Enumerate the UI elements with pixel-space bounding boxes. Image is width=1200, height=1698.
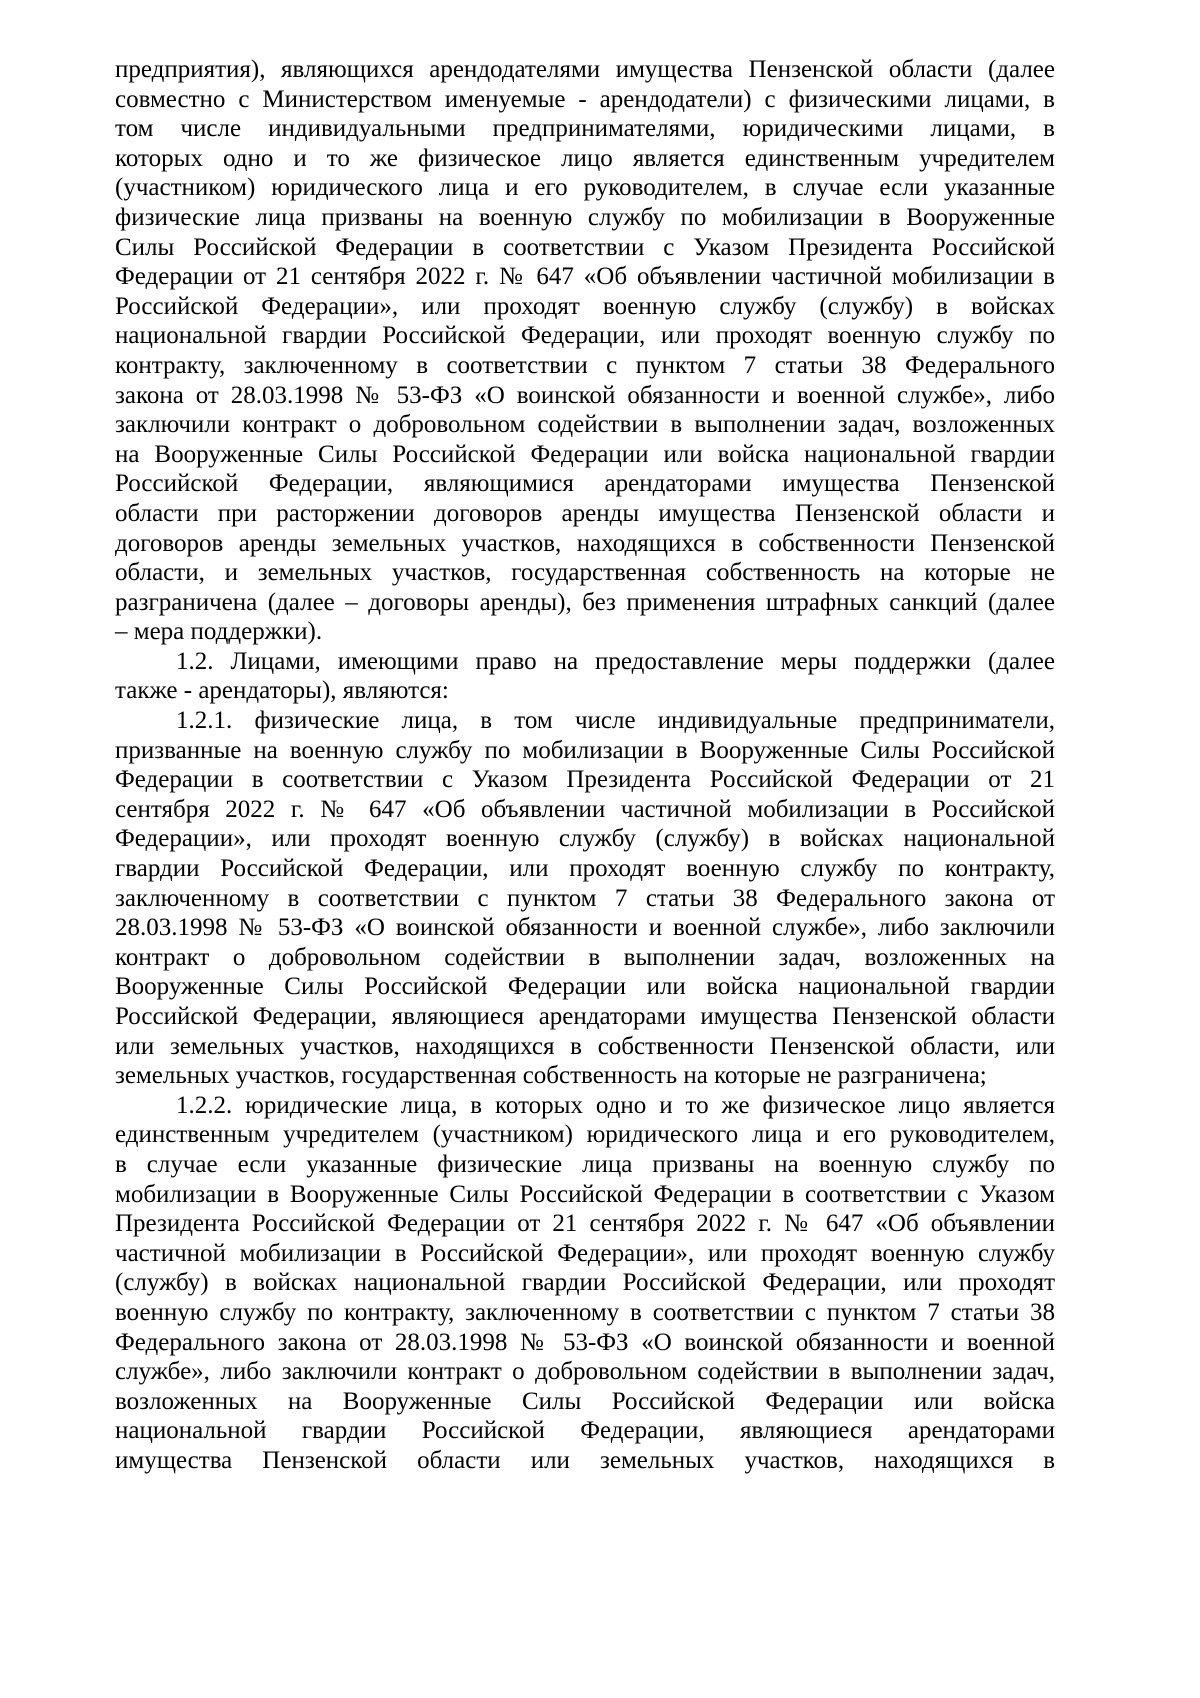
text-line: заключенному в соответствии с пунктом 7 статьи 38 Федерального закона от	[115, 884, 1055, 912]
text-line: которых одно и то же физическое лицо является единственным учредителем	[115, 144, 1055, 172]
text-line: 1.2.1. физические лица, в том числе индивидуальные предприниматели,	[176, 707, 1055, 735]
text-line: или земельных участков, находящихся в собственности Пензенской области, или	[115, 1032, 1055, 1060]
text-line: 1.2. Лицами, имеющими право на предоставление меры поддержки (далее	[176, 647, 1055, 675]
text-line: Российской Федерации, являющимися арендаторами имущества Пензенской	[115, 470, 1055, 498]
text-line: области, и земельных участков, государственная собственность на которые не	[115, 559, 1055, 587]
text-line: разграничена (далее – договоры аренды), без применения штрафных санкций (далее	[115, 588, 1055, 616]
text-line: мобилизации в Вооруженные Силы Российской Федерации в соответствии с Указом	[115, 1180, 1055, 1208]
text-line: 1.2.2. юридические лица, в которых одно и то же физическое лицо является	[176, 1091, 1055, 1119]
text-line: совместно с Министерством именуемые - арендодатели) с физическими лицами, в	[115, 85, 1055, 113]
text-line: Силы Российской Федерации в соответствии с Указом Президента Российской	[115, 233, 1055, 261]
text-line: Российской Федерации, являющиеся арендаторами имущества Пензенской области	[115, 1003, 1055, 1030]
text-line: – мера поддержки).	[115, 618, 323, 646]
text-line: в случае если указанные физические лица призваны на военную службу по	[115, 1150, 1055, 1178]
text-line: Федерального закона от 28.03.1998 № 53-ФЗ «О воинской обязанности и военной	[115, 1328, 1055, 1356]
text-line: частичной мобилизации в Российской Федерации», или проходят военную службу	[115, 1239, 1055, 1267]
text-line: также - арендаторы), являются:	[115, 677, 449, 705]
text-line: службе», либо заключили контракт о добровольном содействии в выполнении задач,	[115, 1358, 1055, 1386]
text-line: единственным учредителем (участником) юридического лица и его руководителем,	[115, 1121, 1055, 1149]
text-line: национальной гвардии Российской Федерации, являющиеся арендаторами	[115, 1417, 1055, 1445]
text-line: на Вооруженные Силы Российской Федерации или войска национальной гвардии	[115, 440, 1055, 468]
text-line: гвардии Российской Федерации, или проходят военную службу по контракту,	[115, 855, 1055, 883]
text-line: физические лица призваны на военную службу по мобилизации в Вооруженные	[115, 203, 1055, 231]
text-line: (службу) в войсках национальной гвардии Российской Федерации, или проходят	[115, 1269, 1055, 1297]
text-line: национальной гвардии Российской Федерации, или проходят военную службу по	[115, 322, 1055, 350]
text-line: возложенных на Вооруженные Силы Российской Федерации или войска	[115, 1387, 1055, 1415]
text-line: Вооруженные Силы Российской Федерации или войска национальной гвардии	[115, 973, 1055, 1001]
text-line: договоров аренды земельных участков, находящихся в собственности Пензенской	[115, 529, 1055, 557]
text-line: (участником) юридического лица и его руководителем, в случае если указанные	[115, 174, 1055, 202]
text-line: контракту, заключенному в соответствии с пунктом 7 статьи 38 Федерального	[115, 351, 1055, 379]
text-line: заключили контракт о добровольном содействии в выполнении задач, возложенных	[115, 411, 1055, 439]
text-line: закона от 28.03.1998 № 53-ФЗ «О воинской обязанности и военной службе», либо	[115, 381, 1055, 409]
text-line: Федерации», или проходят военную службу (службу) в войсках национальной	[115, 825, 1055, 853]
text-line: 28.03.1998 № 53-ФЗ «О воинской обязанности и военной службе», либо заключили	[115, 914, 1055, 942]
text-line: области при расторжении договоров аренды имущества Пензенской области и	[115, 499, 1055, 527]
text-line: том числе индивидуальными предпринимателями, юридическими лицами, в	[115, 115, 1055, 143]
text-line: земельных участков, государственная собственность на которые не разграничена;	[115, 1062, 987, 1090]
text-line: призванные на военную службу по мобилизации в Вооруженные Силы Российской	[115, 736, 1055, 764]
text-line: сентября 2022 г. № 647 «Об объявлении частичной мобилизации в Российской	[115, 795, 1055, 823]
text-line: контракт о добровольном содействии в выполнении задач, возложенных на	[115, 943, 1055, 971]
text-line: Президента Российской Федерации от 21 сентября 2022 г. № 647 «Об объявлении	[115, 1210, 1055, 1238]
text-line: имущества Пензенской области или земельных участков, находящихся в	[115, 1446, 1055, 1474]
text-line: Федерации от 21 сентября 2022 г. № 647 «Об объявлении частичной мобилизации в	[115, 263, 1055, 291]
document-page	[115, 55, 1055, 1476]
text-line: Российской Федерации», или проходят военную службу (службу) в войсках	[115, 292, 1055, 320]
text-line: предприятия), являющихся арендодателями имущества Пензенской области (далее	[115, 56, 1055, 83]
text-line: военную службу по контракту, заключенному в соответствии с пунктом 7 статьи 38	[115, 1298, 1055, 1326]
text-line: Федерации в соответствии с Указом Президента Российской Федерации от 21	[115, 766, 1055, 794]
